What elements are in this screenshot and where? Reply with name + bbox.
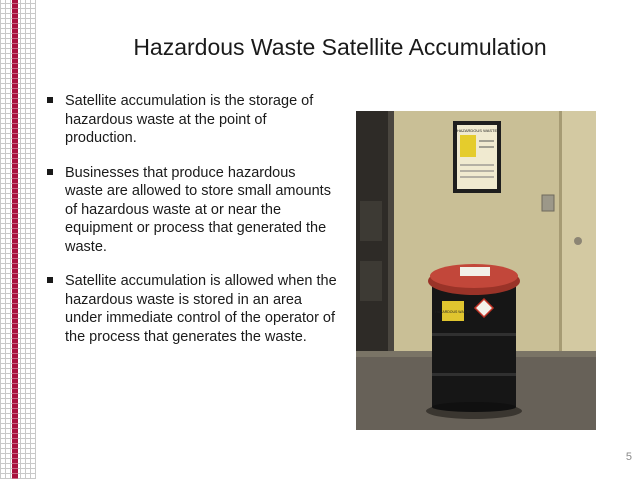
slide-title: Hazardous Waste Satellite Accumulation [133, 34, 547, 60]
side-grid-pattern [0, 0, 36, 479]
accent-stripe [12, 0, 18, 479]
bullet-text: Satellite accumulation is allowed when the hazardous waste is stored in an area under immediate control of the operator of the process that generates the waste. [65, 273, 337, 345]
bullet-text: Businesses that produce hazardous waste are allowed to store small amounts of hazardous waste at or near the equipment or process that generated the waste. [65, 164, 331, 255]
bullet-item [47, 164, 337, 257]
bullet-item [47, 92, 337, 148]
page-number: 5 [625, 451, 632, 463]
sign-text: HAZARDOUS WASTE [456, 128, 498, 133]
square-bullet-icon [47, 277, 53, 283]
drum-label-text: HAZARDOUS WASTE [435, 310, 471, 314]
bullet-item [47, 272, 337, 346]
hazardous-waste-drum-photo [356, 111, 596, 430]
bullet-list [47, 92, 337, 362]
square-bullet-icon [47, 97, 53, 103]
bullet-text: Satellite accumulation is the storage of hazardous waste at the point of production. [65, 93, 314, 146]
square-bullet-icon [47, 169, 53, 175]
